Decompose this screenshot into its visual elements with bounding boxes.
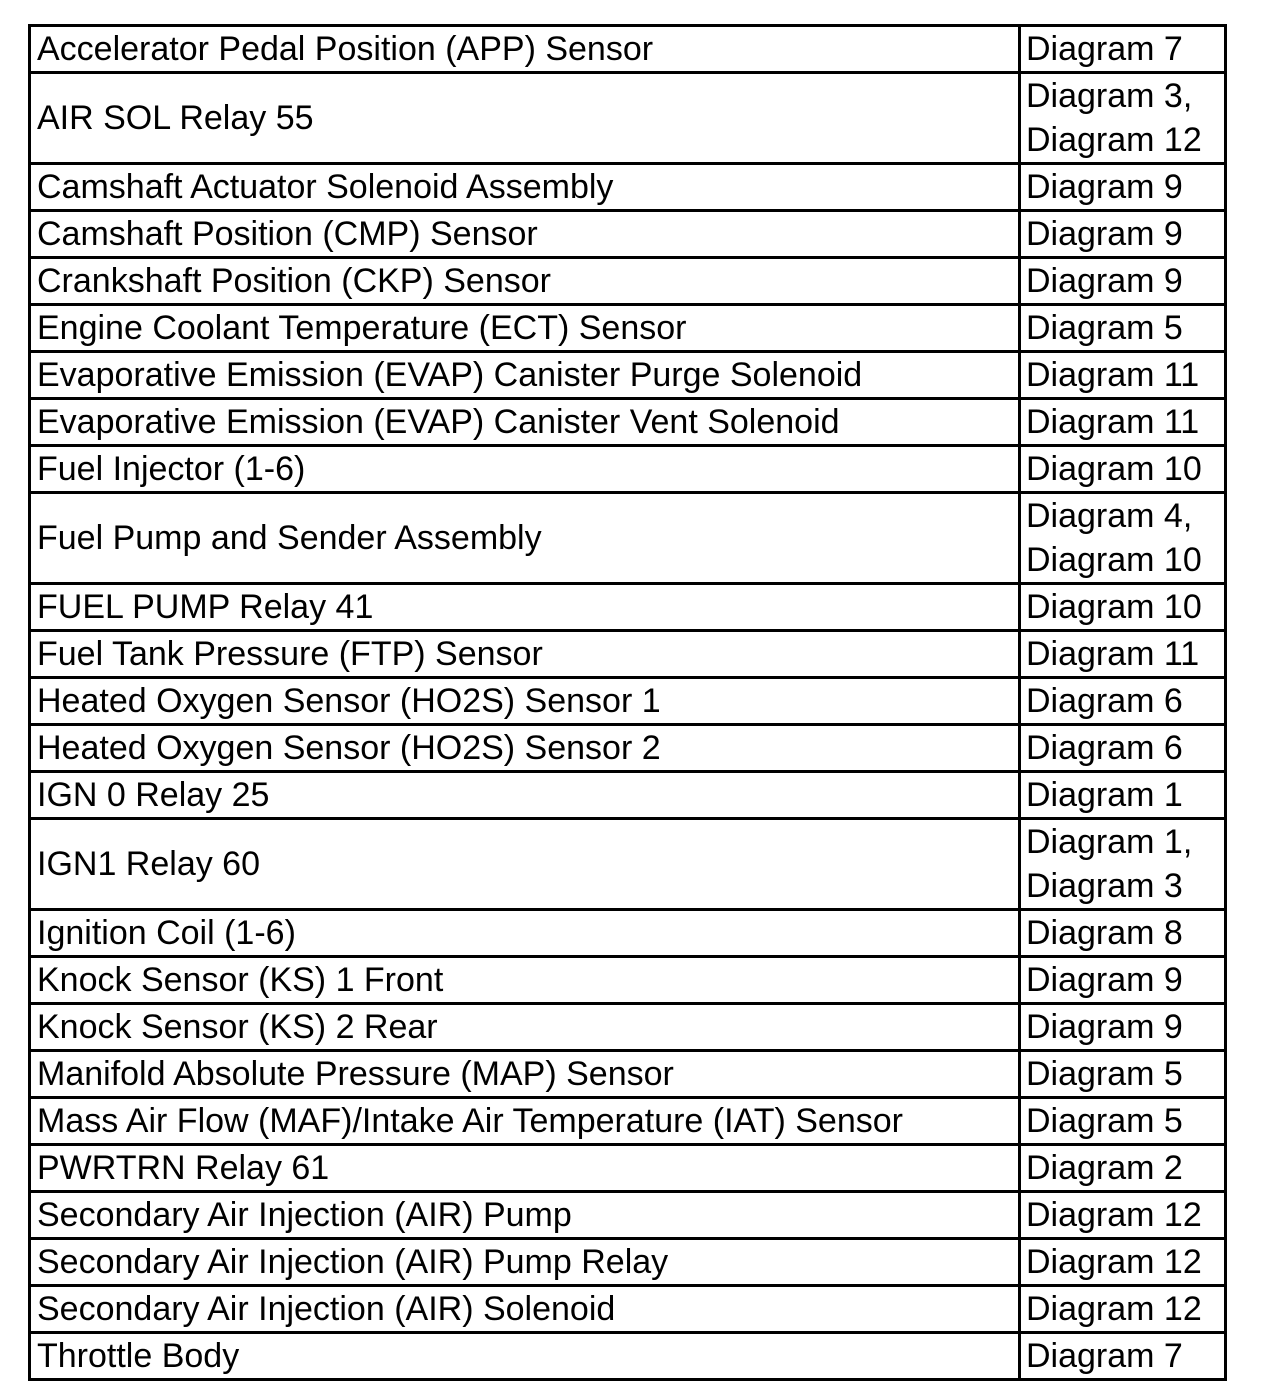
table-row <box>30 1145 1226 1192</box>
diagram-reference-cell <box>1020 26 1226 73</box>
diagram-reference-cell <box>1020 1051 1226 1098</box>
diagram-reference-cell <box>1020 631 1226 678</box>
table-row <box>30 1333 1226 1380</box>
component-name-cell: Mass Air Flow (MAF)/Intake Air Temperature (IAT) Sensor <box>30 1098 1020 1145</box>
diagram-reference-cell <box>1020 1145 1226 1192</box>
component-name-cell: Knock Sensor (KS) 2 Rear <box>30 1004 1020 1051</box>
table-row <box>30 584 1226 631</box>
table-row <box>30 1239 1226 1286</box>
diagram-reference: Diagram 5 <box>1026 1055 1183 1093</box>
diagram-reference: Diagram 11 <box>1026 635 1200 673</box>
diagram-reference: Diagram 9 <box>1026 1008 1183 1046</box>
diagram-reference: Diagram 9 <box>1026 215 1183 253</box>
diagram-reference: Diagram 10 <box>1026 541 1202 579</box>
table-row <box>30 211 1226 258</box>
diagram-reference: Diagram 4, <box>1026 497 1193 535</box>
diagram-reference-cell <box>1020 1239 1226 1286</box>
diagram-reference-cell <box>1020 772 1226 819</box>
component-name-cell: IGN1 Relay 60 <box>30 819 1020 910</box>
component-name-cell: Secondary Air Injection (AIR) Pump <box>30 1192 1020 1239</box>
diagram-reference-cell <box>1020 1286 1226 1333</box>
diagram-reference: Diagram 6 <box>1026 729 1183 767</box>
diagram-reference: Diagram 12 <box>1026 1290 1202 1328</box>
diagram-reference: Diagram 11 <box>1026 403 1200 441</box>
component-name-cell: Fuel Pump and Sender Assembly <box>30 493 1020 584</box>
diagram-reference-cell <box>1020 258 1226 305</box>
table-row <box>30 819 1226 910</box>
diagram-reference-cell <box>1020 957 1226 1004</box>
table-row <box>30 1051 1226 1098</box>
diagram-reference-cell <box>1020 1192 1226 1239</box>
component-name-cell: Knock Sensor (KS) 1 Front <box>30 957 1020 1004</box>
diagram-reference-cell <box>1020 725 1226 772</box>
table-row <box>30 1286 1226 1333</box>
table-row <box>30 26 1226 73</box>
diagram-reference: Diagram 3 <box>1026 867 1183 905</box>
component-name-cell: Accelerator Pedal Position (APP) Sensor <box>30 26 1020 73</box>
diagram-reference-cell <box>1020 1098 1226 1145</box>
diagram-reference: Diagram 9 <box>1026 961 1183 999</box>
diagram-reference: Diagram 8 <box>1026 914 1183 952</box>
diagram-reference-cell <box>1020 910 1226 957</box>
component-name-cell: Heated Oxygen Sensor (HO2S) Sensor 2 <box>30 725 1020 772</box>
table-row <box>30 631 1226 678</box>
diagram-reference: Diagram 11 <box>1026 356 1200 394</box>
table-row <box>30 73 1226 164</box>
diagram-reference-cell <box>1020 819 1226 910</box>
diagram-reference: Diagram 5 <box>1026 309 1183 347</box>
component-name-cell: Engine Coolant Temperature (ECT) Sensor <box>30 305 1020 352</box>
component-name-cell: AIR SOL Relay 55 <box>30 73 1020 164</box>
diagram-reference: Diagram 10 <box>1026 450 1202 488</box>
table-row <box>30 1004 1226 1051</box>
diagram-reference: Diagram 12 <box>1026 1196 1202 1234</box>
table-row <box>30 258 1226 305</box>
table-row <box>30 493 1226 584</box>
component-name-cell: Heated Oxygen Sensor (HO2S) Sensor 1 <box>30 678 1020 725</box>
component-name-cell: Manifold Absolute Pressure (MAP) Sensor <box>30 1051 1020 1098</box>
table-row <box>30 399 1226 446</box>
diagram-reference-cell <box>1020 446 1226 493</box>
diagram-reference: Diagram 9 <box>1026 262 1183 300</box>
diagram-reference-cell <box>1020 678 1226 725</box>
table-row <box>30 678 1226 725</box>
diagram-reference-cell <box>1020 1333 1226 1380</box>
diagram-reference: Diagram 3, <box>1026 77 1193 115</box>
diagram-reference-cell <box>1020 584 1226 631</box>
component-name-cell: Crankshaft Position (CKP) Sensor <box>30 258 1020 305</box>
component-name-cell: PWRTRN Relay 61 <box>30 1145 1020 1192</box>
diagram-reference: Diagram 2 <box>1026 1149 1183 1187</box>
component-name-cell: Fuel Tank Pressure (FTP) Sensor <box>30 631 1020 678</box>
component-name-cell: Fuel Injector (1-6) <box>30 446 1020 493</box>
table-row <box>30 957 1226 1004</box>
component-diagram-index-table <box>28 24 1227 1381</box>
component-name-cell: Camshaft Position (CMP) Sensor <box>30 211 1020 258</box>
diagram-reference: Diagram 1 <box>1026 776 1183 814</box>
component-name-cell: Secondary Air Injection (AIR) Solenoid <box>30 1286 1020 1333</box>
component-name-cell: Camshaft Actuator Solenoid Assembly <box>30 164 1020 211</box>
table-row <box>30 1192 1226 1239</box>
component-name-cell: Secondary Air Injection (AIR) Pump Relay <box>30 1239 1020 1286</box>
table-row <box>30 1098 1226 1145</box>
component-name-cell: Ignition Coil (1-6) <box>30 910 1020 957</box>
table-row <box>30 446 1226 493</box>
diagram-reference: Diagram 5 <box>1026 1102 1183 1140</box>
table-row <box>30 910 1226 957</box>
table-row <box>30 772 1226 819</box>
diagram-reference-cell <box>1020 493 1226 584</box>
table-row <box>30 164 1226 211</box>
diagram-reference-cell <box>1020 211 1226 258</box>
table-row <box>30 305 1226 352</box>
diagram-reference-cell <box>1020 399 1226 446</box>
diagram-reference: Diagram 12 <box>1026 1243 1202 1281</box>
diagram-reference-cell <box>1020 305 1226 352</box>
component-name-cell: Throttle Body <box>30 1333 1020 1380</box>
diagram-reference: Diagram 1, <box>1026 823 1193 861</box>
component-name-cell: IGN 0 Relay 25 <box>30 772 1020 819</box>
table-body <box>30 26 1226 1380</box>
diagram-reference: Diagram 10 <box>1026 588 1202 626</box>
diagram-reference-cell <box>1020 164 1226 211</box>
diagram-reference-cell <box>1020 73 1226 164</box>
diagram-reference: Diagram 7 <box>1026 30 1183 68</box>
diagram-reference-cell <box>1020 352 1226 399</box>
diagram-reference-cell <box>1020 1004 1226 1051</box>
diagram-reference: Diagram 9 <box>1026 168 1183 206</box>
diagram-reference: Diagram 12 <box>1026 121 1202 159</box>
component-name-cell: FUEL PUMP Relay 41 <box>30 584 1020 631</box>
table-row <box>30 352 1226 399</box>
component-name-cell: Evaporative Emission (EVAP) Canister Purge Solenoid <box>30 352 1020 399</box>
diagram-reference: Diagram 6 <box>1026 682 1183 720</box>
diagram-reference: Diagram 7 <box>1026 1337 1183 1375</box>
component-name-cell: Evaporative Emission (EVAP) Canister Vent Solenoid <box>30 399 1020 446</box>
table-row <box>30 725 1226 772</box>
